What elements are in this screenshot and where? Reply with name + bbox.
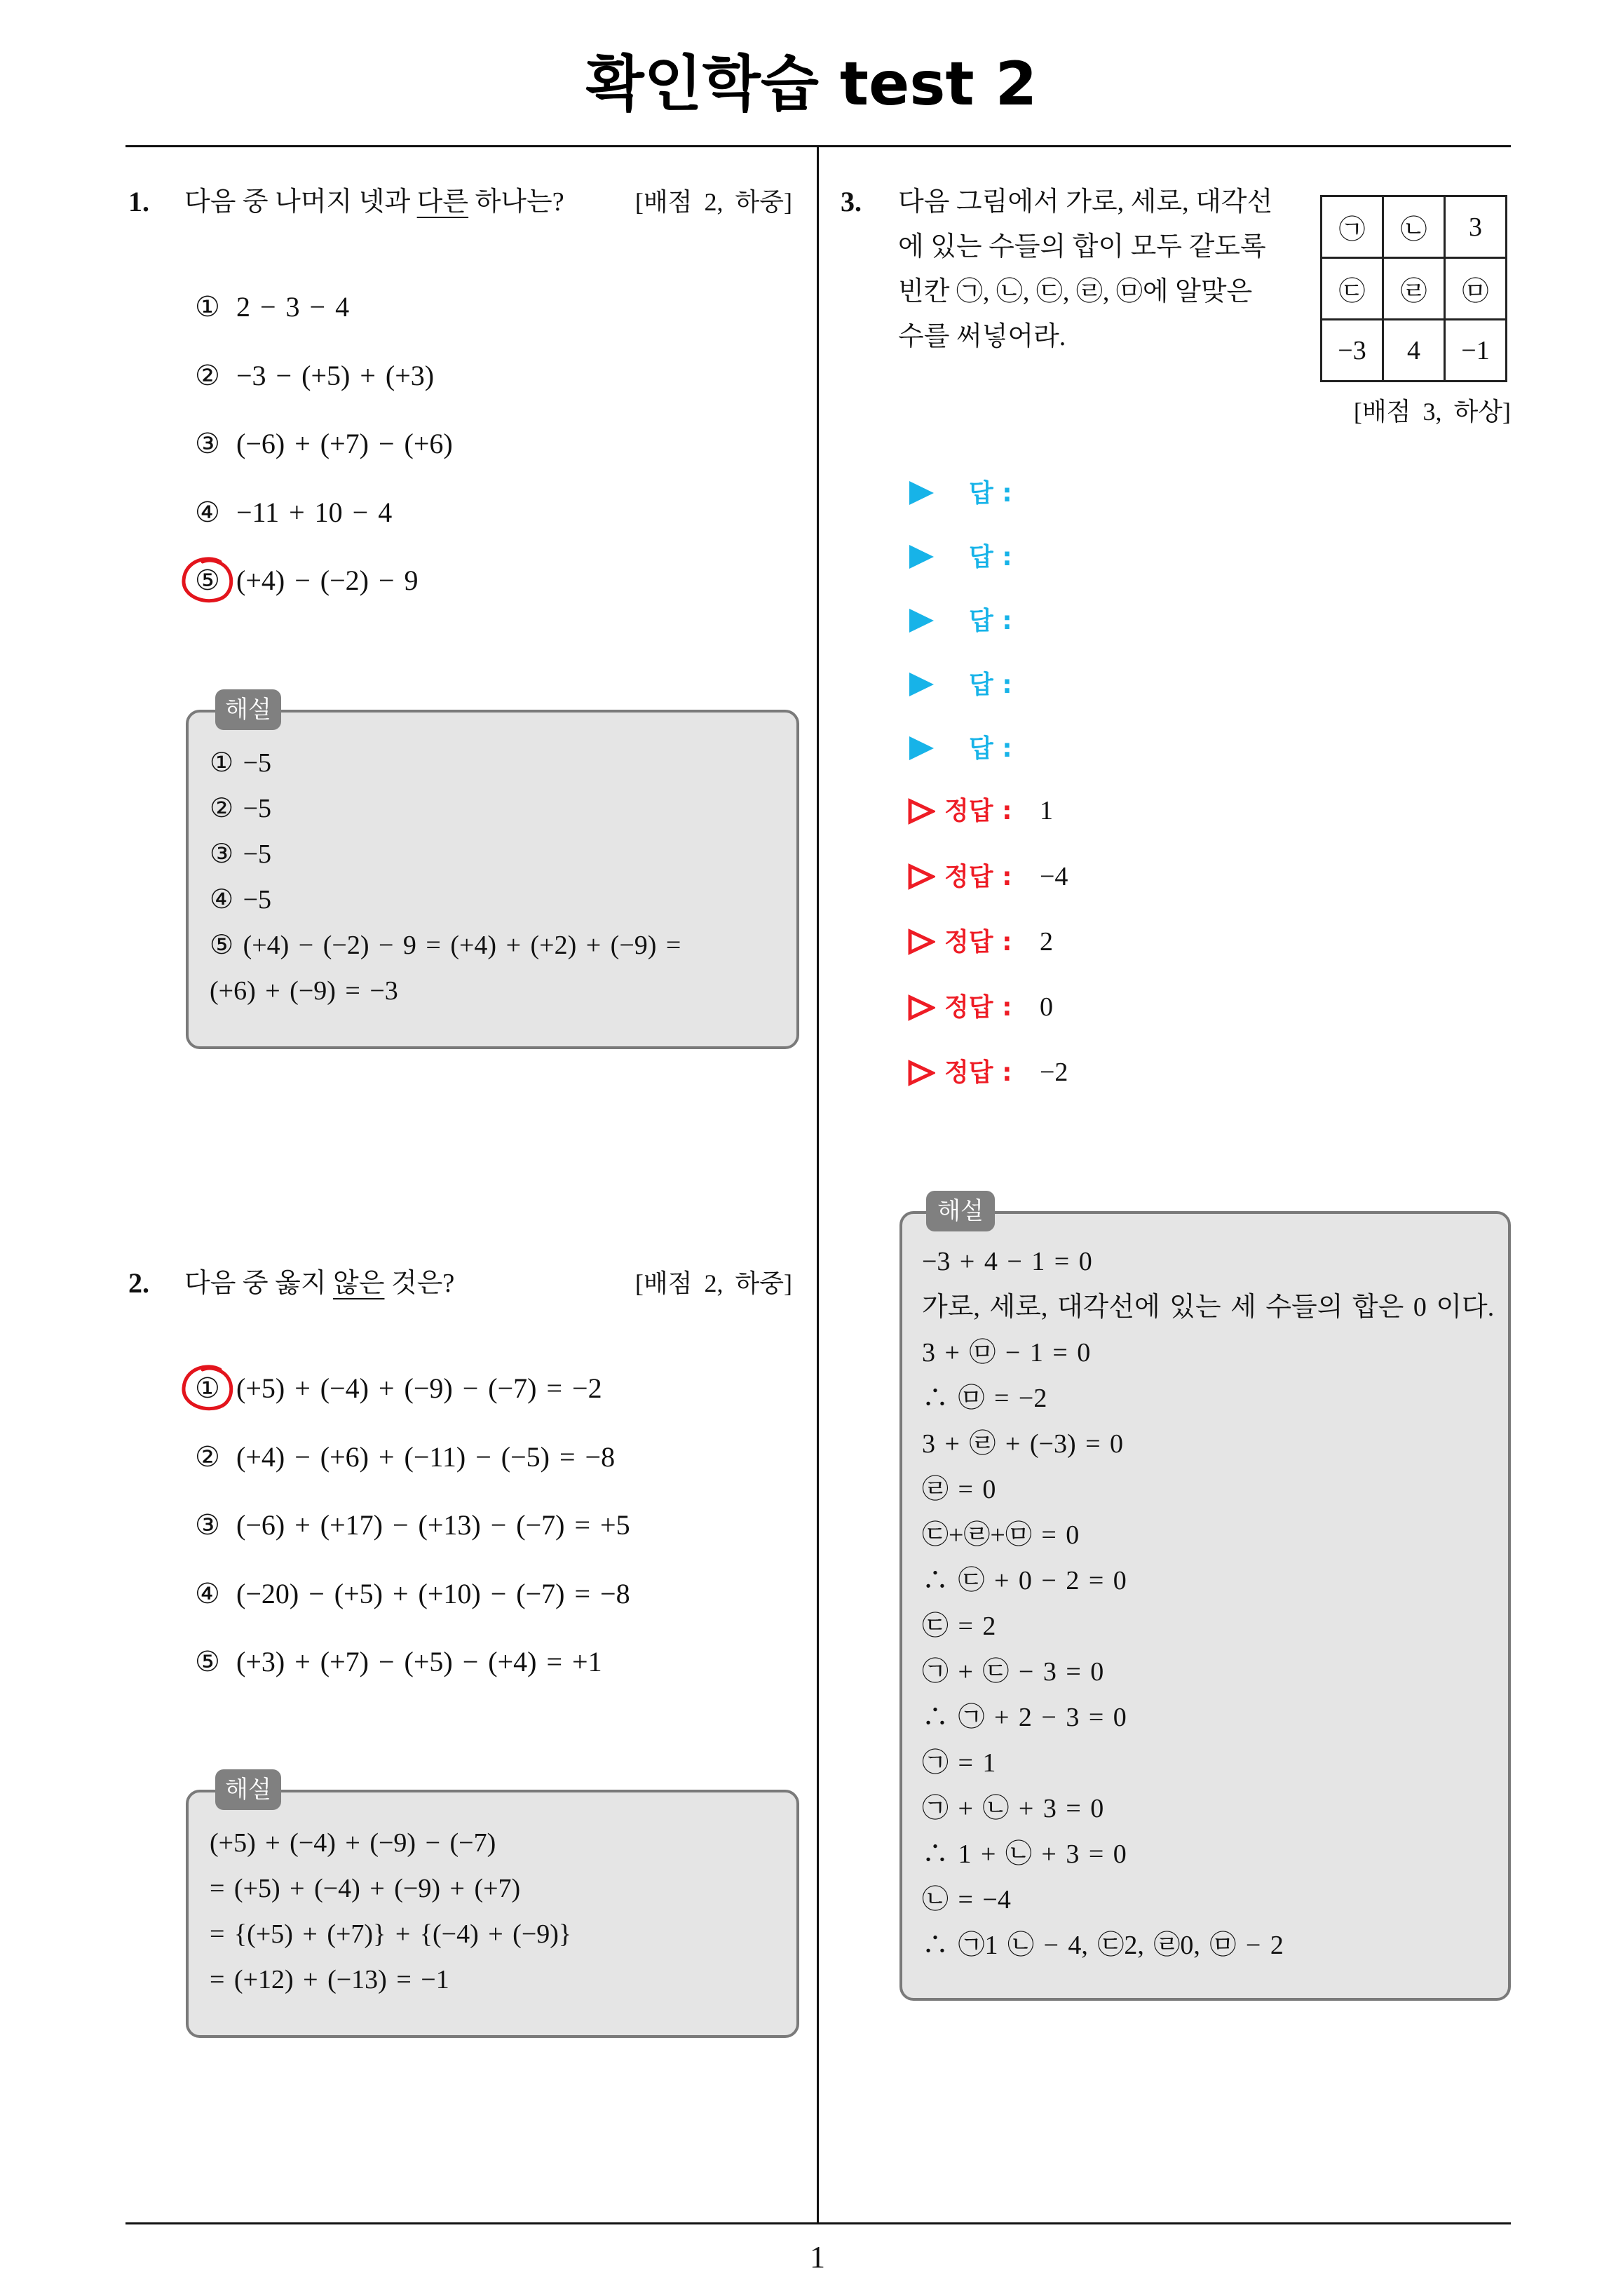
column-divider	[817, 146, 819, 2223]
red-circle-mark-icon	[179, 555, 236, 606]
answer-blank	[907, 461, 1258, 525]
option-expression: (−6) + (+17) − (+13) − (−7) = +5	[236, 1509, 630, 1541]
option-marker: ②	[195, 1440, 220, 1473]
option-expression: (−6) + (+7) − (+6)	[236, 428, 453, 459]
option-marker: ③	[195, 1509, 220, 1541]
correct-answer-list	[907, 778, 1258, 1105]
question-header	[128, 1267, 792, 1299]
explanation-line: ∴ ㉤ = −2	[922, 1384, 1047, 1413]
answer-label: 답 :	[969, 734, 1012, 763]
option-4	[195, 1560, 630, 1628]
answer-label: 답 :	[969, 478, 1012, 508]
answer-label: 답 :	[969, 606, 1012, 635]
correct-answer-label: 정답 :	[944, 797, 1012, 826]
answer-blank	[907, 525, 1258, 589]
option-4	[195, 478, 453, 547]
filled-triangle-icon	[907, 543, 935, 570]
option-marker: ⑤	[195, 1646, 220, 1677]
question-number: 3.	[841, 186, 862, 217]
explanation-box	[186, 1790, 799, 2038]
correct-answer-value: 2	[1040, 926, 1053, 957]
answer-label: 답 :	[969, 542, 1012, 572]
outline-triangle-icon	[907, 928, 935, 955]
explanation-box	[186, 710, 799, 1049]
explanation-line: = {(+5) + (+7)} + {(−4) + (−9)}	[210, 1919, 572, 1949]
option-expression: (+4) − (−2) − 9	[236, 565, 419, 596]
option-marker: ①	[195, 291, 220, 323]
bottom-rule	[125, 2222, 1511, 2224]
explanation-tab: 해설	[926, 1191, 995, 1231]
score-label: [배점 2, 하중]	[634, 188, 792, 216]
prompt-text: 하나는?	[468, 187, 564, 217]
option-expression: (+5) + (−4) + (−9) − (−7) = −2	[236, 1372, 602, 1404]
page-title: 확인학습 test 2	[585, 49, 1038, 119]
correct-answer-label: 정답 :	[944, 993, 1012, 1022]
explanation-line: ㉠ + ㉢ − 3 = 0	[922, 1657, 1104, 1687]
magic-square-grid	[1320, 195, 1507, 382]
explanation-line: ∴ 1 + ㉡ + 3 = 0	[922, 1839, 1127, 1869]
prompt-text: 다음 중 옳지	[184, 1269, 334, 1298]
correct-answer-value: 0	[1040, 992, 1053, 1022]
explanation-line: 가로, 세로, 대각선에 있는 세 수들의 합은 0 이다.	[922, 1292, 1495, 1322]
explanation-line: ∴ ㉠1 ㉡ − 4, ㉢2, ㉣0, ㉤ − 2	[922, 1931, 1284, 1960]
prompt-line: 다음 그림에서 가로, 세로, 대각선	[898, 187, 1273, 217]
explanation-line: ② −5	[210, 794, 271, 823]
option-marker: ④	[195, 1577, 220, 1609]
question-number: 1.	[128, 186, 149, 217]
option-5	[195, 1628, 630, 1696]
prompt-text: 것은?	[384, 1269, 455, 1298]
option-expression: −11 + 10 − 4	[236, 496, 393, 528]
score-label: [배점 2, 하중]	[634, 1269, 792, 1297]
option-marker: ③	[195, 428, 220, 459]
explanation-line: ㉢ = 2	[922, 1612, 996, 1641]
grid-cell: ㉣	[1384, 259, 1446, 320]
filled-triangle-icon	[907, 735, 935, 762]
explanation-line: ① −5	[210, 748, 271, 778]
grid-cell: ㉡	[1384, 197, 1446, 259]
grid-cell: ㉠	[1322, 197, 1384, 259]
correct-answer	[907, 778, 1258, 844]
option-5	[195, 546, 453, 615]
correct-answer	[907, 844, 1258, 910]
explanation-line: 3 + ㉤ − 1 = 0	[922, 1338, 1091, 1368]
outline-triangle-icon	[907, 863, 935, 890]
prompt-line: 빈칸 ㉠, ㉡, ㉢, ㉣, ㉤에 알맞은	[898, 277, 1253, 306]
grid-cell: ㉤	[1446, 259, 1507, 320]
correct-answer-label: 정답 :	[944, 927, 1012, 957]
grid-cell: 4	[1384, 320, 1446, 382]
answer-blank-list	[907, 461, 1258, 781]
option-marker: ⑤	[195, 565, 220, 596]
explanation-line: ∴ ㉠ + 2 − 3 = 0	[922, 1703, 1127, 1732]
option-marker: ①	[195, 1372, 220, 1404]
answer-blank	[907, 653, 1258, 717]
grid-cell: 3	[1446, 197, 1507, 259]
prompt-underlined-word: 다른	[416, 187, 469, 217]
score-label: [배점 3, 하상]	[1353, 398, 1511, 426]
explanation-line: = (+12) + (−13) = −1	[210, 1965, 449, 1994]
question-header	[128, 186, 792, 218]
explanation-line: (+6) + (−9) = −3	[210, 976, 398, 1006]
explanation-line: ㉣ = 0	[922, 1475, 996, 1504]
red-circle-mark-icon	[179, 1363, 236, 1414]
option-marker: ②	[195, 359, 220, 391]
explanation-tab: 해설	[215, 689, 281, 730]
explanation-line: ③ −5	[210, 839, 271, 869]
explanation-line: ㉠ = 1	[922, 1748, 996, 1778]
prompt-text: 다음 중 나머지 넷과	[184, 187, 417, 217]
explanation-tab: 해설	[215, 1769, 281, 1810]
option-1	[195, 273, 453, 342]
grid-cell: −3	[1322, 320, 1384, 382]
option-3	[195, 410, 453, 478]
explanation-line: ∴ ㉢ + 0 − 2 = 0	[922, 1566, 1127, 1595]
explanation-line: = (+5) + (−4) + (−9) + (+7)	[210, 1874, 521, 1903]
correct-answer	[907, 910, 1258, 975]
explanation-line: ⑤ (+4) − (−2) − 9 = (+4) + (+2) + (−9) =	[210, 931, 681, 960]
prompt-underlined-word: 않은	[333, 1269, 385, 1298]
question-prompt	[184, 186, 564, 218]
option-expression: 2 − 3 − 4	[236, 291, 350, 323]
outline-triangle-icon	[907, 994, 935, 1021]
filled-triangle-icon	[907, 671, 935, 698]
outline-triangle-icon	[907, 798, 935, 825]
option-marker: ④	[195, 496, 220, 528]
option-list	[195, 1354, 630, 1696]
option-expression: (−20) − (+5) + (+10) − (−7) = −8	[236, 1577, 630, 1609]
grid-cell: −1	[1446, 320, 1507, 382]
correct-answer-value: −4	[1040, 861, 1068, 891]
correct-answer-label: 정답 :	[944, 1058, 1012, 1088]
answer-blank	[907, 717, 1258, 781]
question-number: 2.	[128, 1267, 149, 1299]
correct-answer-value: 1	[1040, 796, 1053, 826]
explanation-box	[899, 1211, 1511, 2001]
option-expression: −3 − (+5) + (+3)	[236, 359, 435, 391]
explanation-line: (+5) + (−4) + (−9) − (−7)	[210, 1828, 496, 1858]
explanation-line: ㉡ = −4	[922, 1885, 1011, 1915]
explanation-line: ㉢+㉣+㉤ = 0	[922, 1520, 1080, 1550]
explanation-line: ④ −5	[210, 885, 271, 914]
correct-answer-label: 정답 :	[944, 862, 1012, 891]
prompt-line: 에 있는 수들의 합이 모두 같도록	[898, 232, 1266, 262]
question-prompt	[898, 180, 1272, 359]
correct-answer	[907, 1040, 1258, 1105]
outline-triangle-icon	[907, 1060, 935, 1086]
correct-answer-value: −2	[1040, 1058, 1068, 1088]
explanation-line: 3 + ㉣ + (−3) = 0	[922, 1429, 1124, 1459]
filled-triangle-icon	[907, 480, 935, 506]
explanation-line: −3 + 4 − 1 = 0	[922, 1247, 1092, 1276]
answer-label: 답 :	[969, 670, 1012, 699]
grid-cell: ㉢	[1322, 259, 1384, 320]
page-number: 1	[810, 2240, 825, 2274]
option-expression: (+3) + (+7) − (+5) − (+4) = +1	[236, 1646, 602, 1677]
option-3	[195, 1491, 630, 1560]
question-prompt	[184, 1267, 454, 1299]
filled-triangle-icon	[907, 607, 935, 634]
option-1	[195, 1354, 630, 1423]
prompt-line: 수를 써넣어라.	[898, 322, 1066, 351]
explanation-line: ㉠ + ㉡ + 3 = 0	[922, 1794, 1104, 1823]
option-2	[195, 342, 453, 410]
option-expression: (+4) − (+6) + (−11) − (−5) = −8	[236, 1440, 616, 1473]
option-2	[195, 1423, 630, 1492]
option-list	[195, 273, 453, 615]
answer-blank	[907, 589, 1258, 653]
correct-answer	[907, 975, 1258, 1040]
